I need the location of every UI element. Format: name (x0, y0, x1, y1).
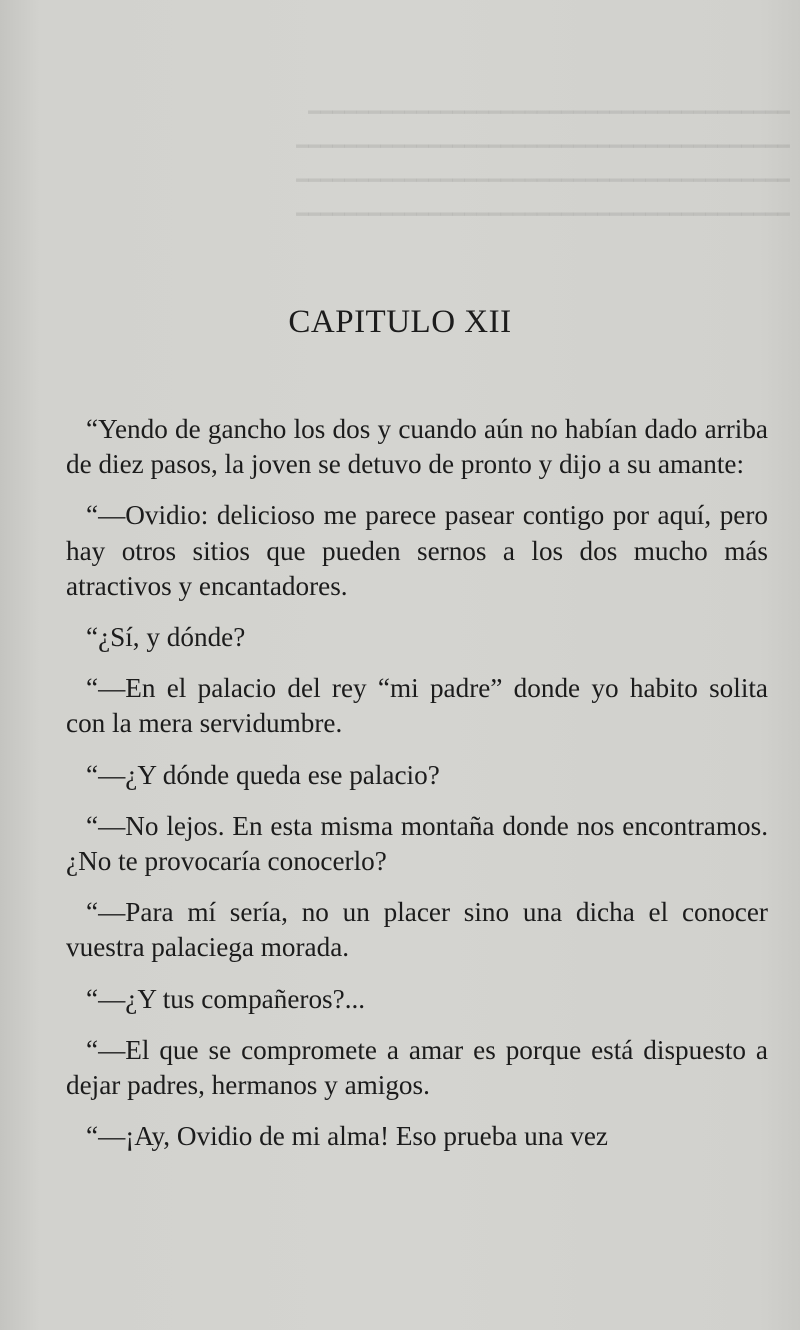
paragraph: “—En el palacio del rey “mi padre” donde yo habito solita con la mera servidumbre. (66, 673, 768, 739)
paragraph: “—¿Y dónde queda ese palacio? (86, 759, 440, 790)
paragraph: “—No lejos. En esta misma montaña donde nos encontramos. ¿No te provocaría conocerlo? (66, 810, 768, 877)
paragraph: “¿Sí, y dónde? (86, 622, 246, 653)
paragraph: “—¿Y tus compañeros?... (86, 983, 366, 1014)
paragraph: “—Para mí sería, no un placer sino una dicha el conocer vuestra palaciega morada. (66, 897, 768, 963)
chapter-title: CAPITULO XII (288, 304, 512, 340)
paragraph: “—El que se compromete a amar es porque está dispuesto a dejar padres, hermanos y amigos. (66, 1034, 768, 1101)
paragraph: “—¡Ay, Ovidio de mi alma! Eso prueba una vez (86, 1121, 608, 1152)
paragraph: “—Ovidio: delicioso me parece pasear contigo por aquí, pero hay otros sitios que pueden sernos a los dos mucho más atractivos y encantadores. (66, 500, 768, 601)
paragraph: “Yendo de gancho los dos y cuando aún no habían dado arriba de diez pasos, la joven se detuvo de pronto y dijo a su amante: (66, 414, 768, 480)
bleed-through-texture: ━━━━━━━━━━━━━━━━━━━━━━━━━━━━━━━━━━━━━━━━ ━━━━━━━━━━━━━━━━━━━━━━━━━━━━━━━━━━━━━━━━━ ━━━━━━━━━━━━━━━━━━━━━━━━━━━━━━━━━━━━━━━━━ ━━━━━━━━━━━━━━━━━━━━━━━━━━━━━━━━━━━━━━━━━ (296, 100, 790, 226)
body-text (66, 412, 768, 1154)
